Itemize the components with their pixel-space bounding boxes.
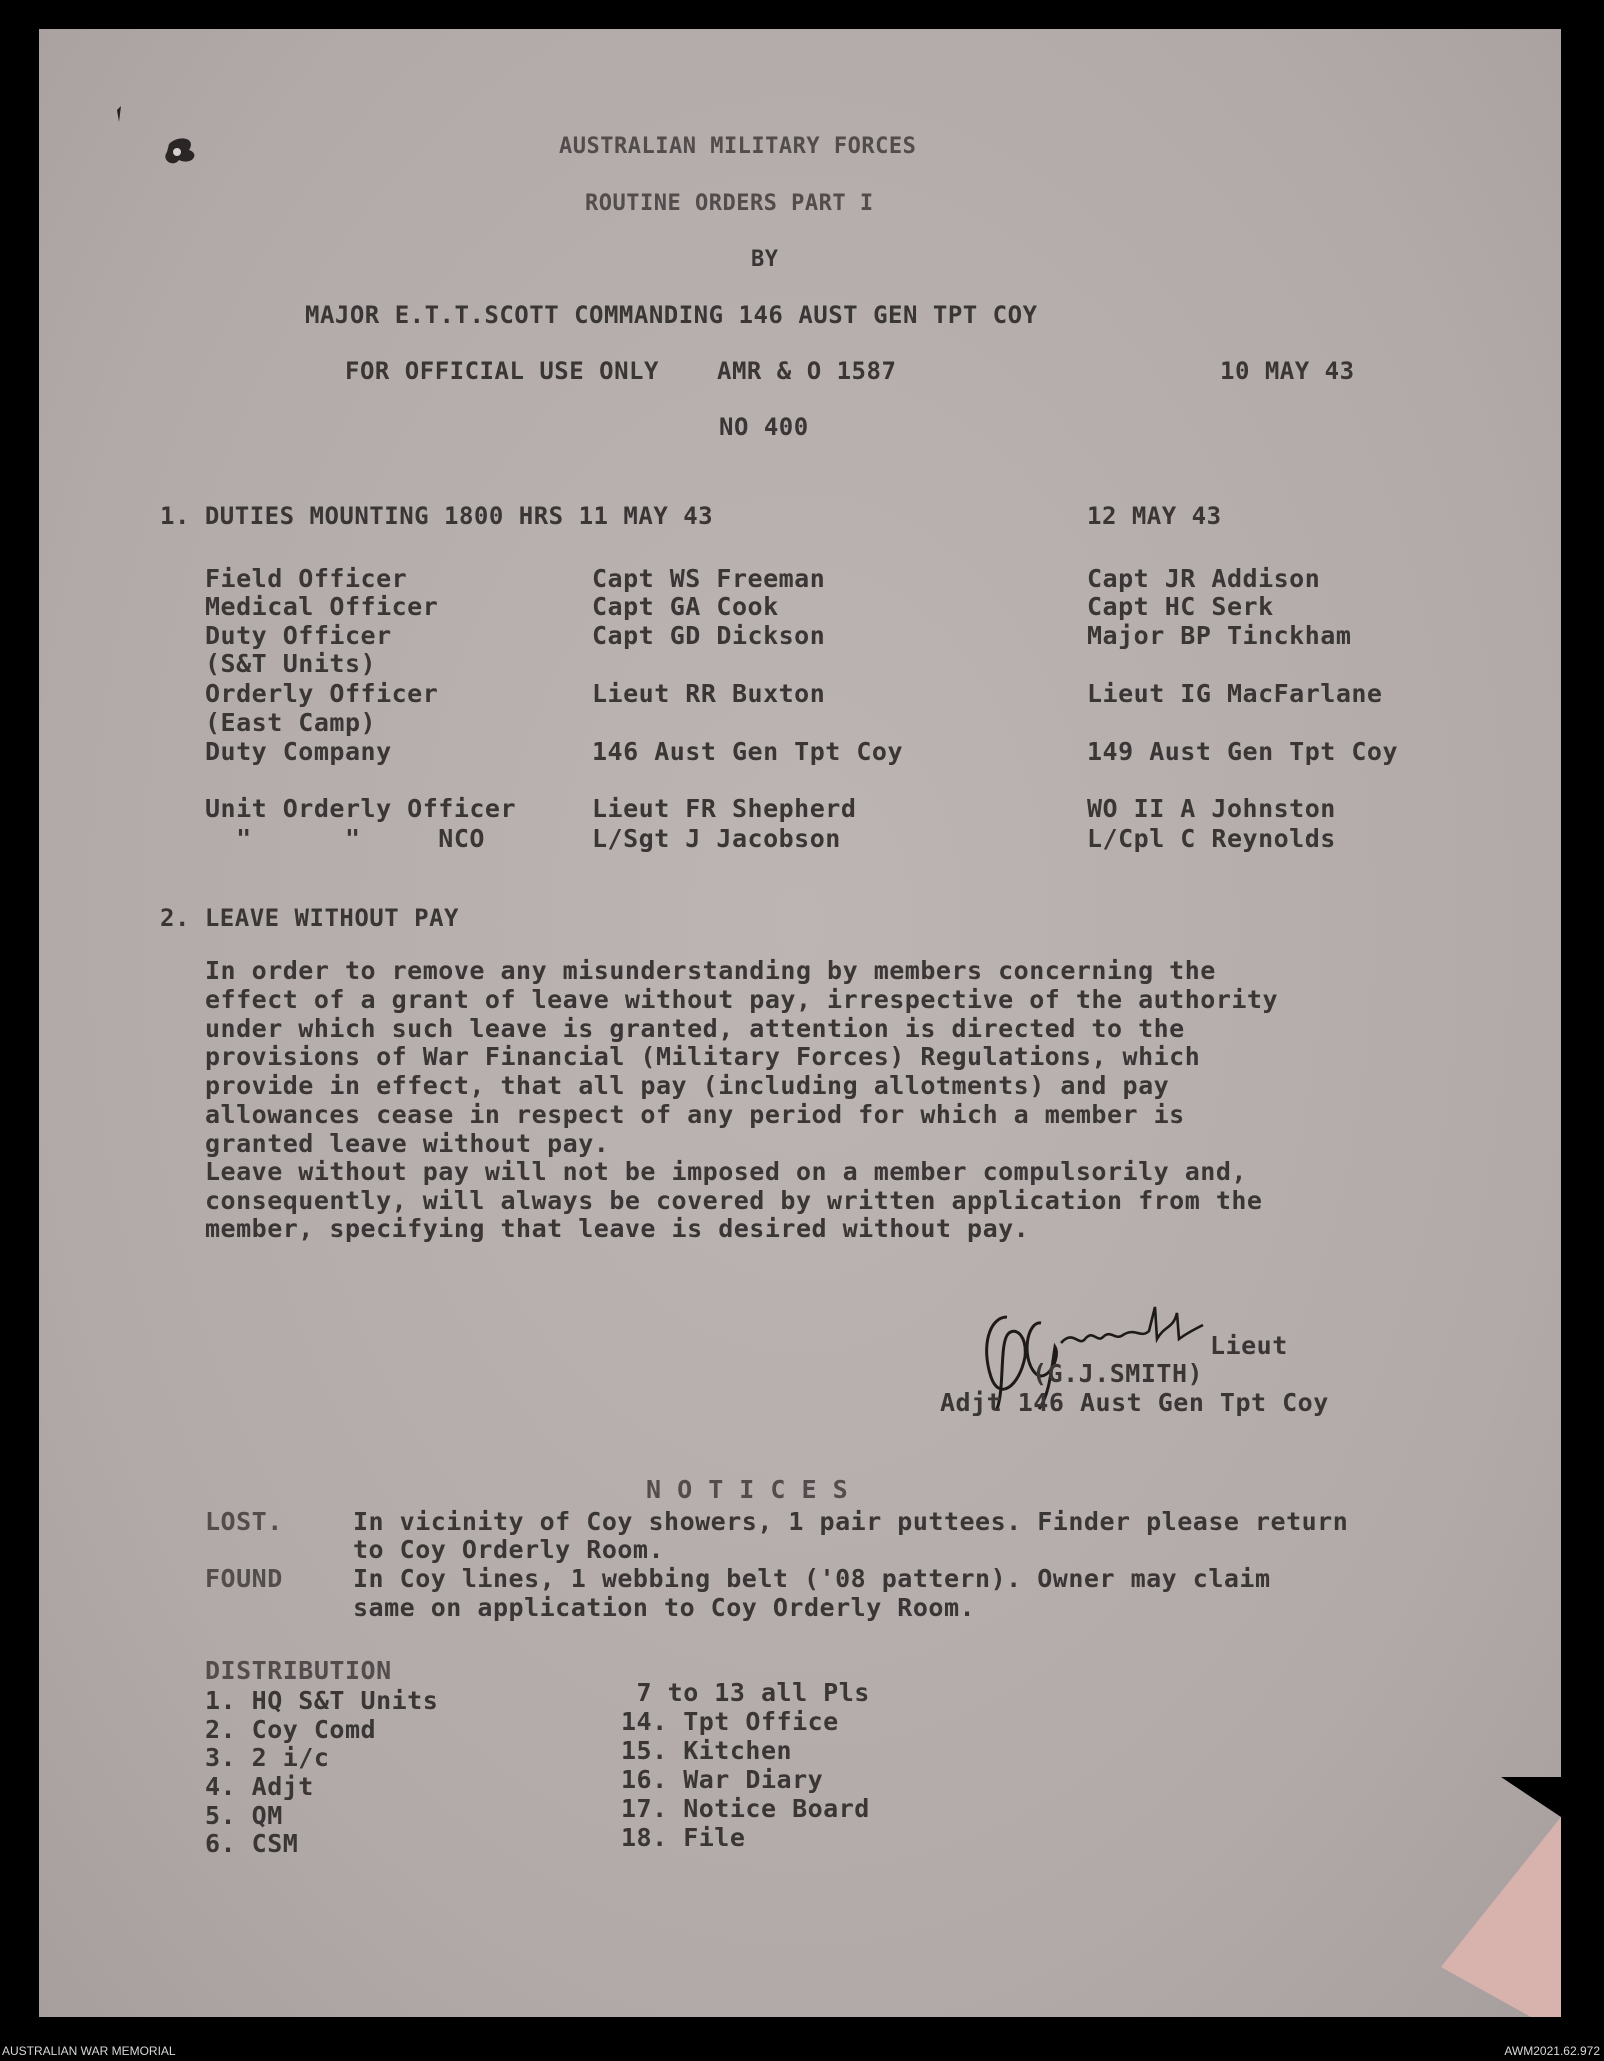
duty-day2: Major BP Tinckham: [1087, 621, 1352, 650]
leave-line: allowances cease in respect of any period for which a member is: [205, 1100, 1185, 1129]
distribution-item: 14. Tpt Office: [621, 1707, 839, 1736]
leave-line: consequently, will always be covered by written application from the: [205, 1186, 1263, 1215]
duty-day2: L/Cpl C Reynolds: [1087, 824, 1336, 853]
official-use-label: FOR OFFICIAL USE ONLY: [345, 357, 659, 385]
found-line: same on application to Coy Orderly Room.: [353, 1593, 976, 1622]
leave-line: member, specifying that leave is desired without pay.: [205, 1214, 1030, 1243]
header-line3: BY: [751, 247, 779, 272]
duty-role: Duty Officer: [205, 621, 392, 650]
distribution-item: 16. War Diary: [621, 1765, 824, 1794]
distribution-item: 18. File: [621, 1823, 746, 1852]
duty-day1: 146 Aust Gen Tpt Coy: [592, 737, 904, 766]
distribution-item: 4. Adjt: [205, 1772, 314, 1801]
leave-line: provide in effect, that all pay (including allotments) and pay: [205, 1071, 1170, 1100]
duty-day2: 149 Aust Gen Tpt Coy: [1087, 737, 1399, 766]
distribution-item: 17. Notice Board: [621, 1794, 870, 1823]
duties-day2-date: 12 MAY 43: [1087, 502, 1222, 530]
distribution-item: 6. CSM: [205, 1829, 299, 1858]
distribution-item: 15. Kitchen: [621, 1736, 793, 1765]
signatory-name: (G.J.SMITH): [1032, 1359, 1204, 1388]
duty-role: (East Camp): [205, 708, 377, 737]
leave-line: under which such leave is granted, attention is directed to the: [205, 1014, 1185, 1043]
footer-accession-id: AWM2021.62.972: [1504, 2044, 1600, 2058]
leave-line: Leave without pay will not be imposed on a member compulsorily and,: [205, 1157, 1247, 1186]
leave-line: granted leave without pay.: [205, 1129, 610, 1158]
lost-label: LOST.: [205, 1507, 283, 1536]
folded-corner: [1441, 1777, 1561, 2017]
duty-day1: L/Sgt J Jacobson: [592, 824, 841, 853]
duty-role: Unit Orderly Officer: [205, 794, 517, 823]
order-date: 10 MAY 43: [1220, 357, 1355, 385]
found-line: In Coy lines, 1 webbing belt ('08 pattern). Owner may claim: [353, 1564, 1271, 1593]
duty-day1: Lieut FR Shepherd: [592, 794, 857, 823]
found-label: FOUND: [205, 1564, 283, 1593]
leave-line: provisions of War Financial (Military Forces) Regulations, which: [205, 1042, 1201, 1071]
duty-day1: Capt GA Cook: [592, 592, 779, 621]
distribution-item: 1. HQ S&T Units: [205, 1686, 439, 1715]
duty-role: Duty Company: [205, 737, 392, 766]
duty-day2: WO II A Johnston: [1087, 794, 1336, 823]
duty-day2: Capt HC Serk: [1087, 592, 1274, 621]
distribution-item: 2. Coy Comd: [205, 1715, 377, 1744]
duties-heading: 1. DUTIES MOUNTING 1800 HRS 11 MAY 43: [160, 502, 714, 530]
leave-line: In order to remove any misunderstanding by members concerning the: [205, 956, 1216, 985]
header-commander: MAJOR E.T.T.SCOTT COMMANDING 146 AUST GEN TPT COY: [305, 301, 1038, 329]
footer-credit: AUSTRALIAN WAR MEMORIAL: [2, 2044, 176, 2058]
lost-line: to Coy Orderly Room.: [353, 1535, 665, 1564]
document-page: [39, 29, 1561, 2017]
distribution-heading: DISTRIBUTION: [205, 1656, 392, 1685]
signatory-title: Adjt 146 Aust Gen Tpt Coy: [940, 1388, 1329, 1417]
leave-line: effect of a grant of leave without pay, irrespective of the authority: [205, 985, 1279, 1014]
duty-day2: Lieut IG MacFarlane: [1087, 679, 1383, 708]
duty-role: (S&T Units): [205, 649, 377, 678]
regulation-ref: AMR & O 1587: [717, 357, 897, 385]
signatory-rank: Lieut: [1210, 1331, 1288, 1360]
distribution-item: 7 to 13 all Pls: [621, 1678, 870, 1707]
lost-line: In vicinity of Coy showers, 1 pair puttees. Finder please return: [353, 1507, 1349, 1536]
duty-day1: Capt GD Dickson: [592, 621, 826, 650]
duty-day1: Capt WS Freeman: [592, 564, 826, 593]
leave-heading: 2. LEAVE WITHOUT PAY: [160, 904, 459, 932]
duty-role: Orderly Officer: [205, 679, 439, 708]
duty-day1: Lieut RR Buxton: [592, 679, 826, 708]
ink-blot-mark: [109, 104, 209, 184]
duty-role: Field Officer: [205, 564, 408, 593]
order-number: NO 400: [719, 413, 809, 441]
duty-day2: Capt JR Addison: [1087, 564, 1321, 593]
header-line1: AUSTRALIAN MILITARY FORCES: [559, 134, 917, 159]
distribution-item: 3. 2 i/c: [205, 1743, 330, 1772]
distribution-item: 5. QM: [205, 1801, 283, 1830]
header-line2: ROUTINE ORDERS PART I: [585, 191, 874, 216]
duty-role: Medical Officer: [205, 592, 439, 621]
duty-role: " " NCO: [205, 824, 485, 853]
notices-heading: N O T I C E S: [646, 1475, 849, 1504]
